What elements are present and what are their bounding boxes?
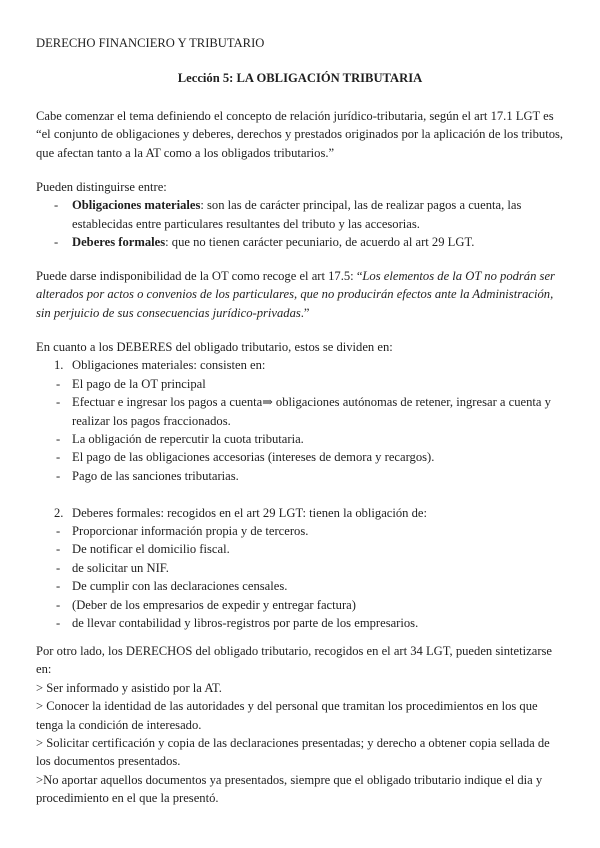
derecho-item: >No aportar aquellos documentos ya presentados, siempre que el obligado tributario indique el dia y procedimiento en el que la presentó. bbox=[36, 772, 543, 806]
group-title: Obligaciones materiales: consisten en: bbox=[72, 358, 266, 373]
quote-tail: .” bbox=[300, 305, 310, 320]
list-item bbox=[36, 233, 566, 251]
list-item: - de llevar contabilidad y libros-registros por parte de los empresarios. bbox=[36, 614, 566, 632]
list-item: - De cumplir con las declaraciones censales. bbox=[36, 577, 566, 595]
distinguish-list bbox=[36, 196, 566, 251]
group-number: 1. bbox=[54, 358, 64, 373]
derecho-item: > Ser informado y asistido por la AT. bbox=[36, 680, 222, 695]
document-header: DERECHO FINANCIERO Y TRIBUTARIO bbox=[36, 36, 265, 50]
list-item: - Pago de las sanciones tributarias. bbox=[36, 467, 566, 485]
list-item bbox=[36, 196, 566, 233]
obligaciones-materiales-list bbox=[36, 375, 566, 485]
deberes-lead: En cuanto a los DEBERES del obligado tributario, estos se dividen en: bbox=[36, 340, 393, 354]
intro-paragraph: Cabe comenzar el tema definiendo el concepto de relación jurídico-tributaria, según el art 17.1 LGT es “el conjunto de obligaciones y deberes, derechos y prestados originados por la aplicación de los tributos, que afectan tanto a la AT como a los obligados tributarios.” bbox=[36, 109, 564, 160]
indisponibilidad-paragraph bbox=[36, 267, 566, 322]
lesson-title: Lección 5: LA OBLIGACIÓN TRIBUTARIA bbox=[177, 71, 423, 85]
indisponibilidad-lead: Puede darse indisponibilidad de la OT como recoge el art 17.5: “ bbox=[36, 269, 363, 283]
list-item: - Proporcionar información propia y de terceros. bbox=[36, 522, 566, 540]
list-item: - La obligación de repercutir la cuota tributaria. bbox=[36, 430, 566, 448]
distinguish-lead: Pueden distinguirse entre: bbox=[36, 180, 167, 194]
term-deberes-formales: Deberes formales bbox=[72, 235, 166, 250]
derechos-section bbox=[36, 642, 566, 808]
group-number: 2. bbox=[54, 505, 64, 520]
deberes-formales-list bbox=[36, 522, 566, 632]
definition-text: : son las de carácter principal, las de realizar pagos a cuenta, las establecidas entre particulares resultantes del tributo y las accesorias. bbox=[72, 198, 522, 231]
derecho-item: > Solicitar certificación y copia de las declaraciones presentadas; y derecho a obtener copia sellada de los documentos presentados. bbox=[36, 736, 550, 769]
list-item: - de solicitar un NIF. bbox=[36, 559, 566, 577]
deberes-section bbox=[36, 338, 566, 632]
definition-text: : que no tienen carácter pecuniario, de acuerdo al art 29 LGT. bbox=[165, 235, 475, 250]
list-item: - De notificar el domicilio fiscal. bbox=[36, 540, 566, 558]
distinguish-section bbox=[36, 178, 566, 252]
derechos-lead: Por otro lado, los DERECHOS del obligado tributario, recogidos en el art 34 LGT, pueden sintetizarse en: bbox=[36, 644, 552, 677]
list-item: - El pago de las obligaciones accesorias (intereses de demora y recargos). bbox=[36, 448, 566, 466]
list-item: - El pago de la OT principal bbox=[36, 375, 566, 393]
spacer bbox=[36, 485, 566, 503]
list-item: - Efectuar e ingresar los pagos a cuenta⇒ obligaciones autónomas de retener, ingresar a cuenta y realizar los pagos fraccionados. bbox=[36, 393, 566, 430]
derecho-item: > Conocer la identidad de las autoridades y del personal que tramitan los procedimientos en los que tenga la condición de interesado. bbox=[36, 699, 538, 732]
list-item: - (Deber de los empresarios de expedir y entregar factura) bbox=[36, 596, 566, 614]
legal-quote: Los elementos de la OT no podrán ser alterados por actos o convenios de los particulares, que no producirán efectos ante la Administración, sin perjuicio de sus consecuencias jurídico-privadas bbox=[36, 269, 555, 320]
group-heading bbox=[36, 356, 566, 374]
term-obligaciones-materiales: Obligaciones materiales bbox=[72, 198, 201, 213]
group-title: Deberes formales: recogidos en el art 29 LGT: tienen la obligación de: bbox=[72, 505, 428, 520]
group-heading bbox=[36, 504, 566, 522]
